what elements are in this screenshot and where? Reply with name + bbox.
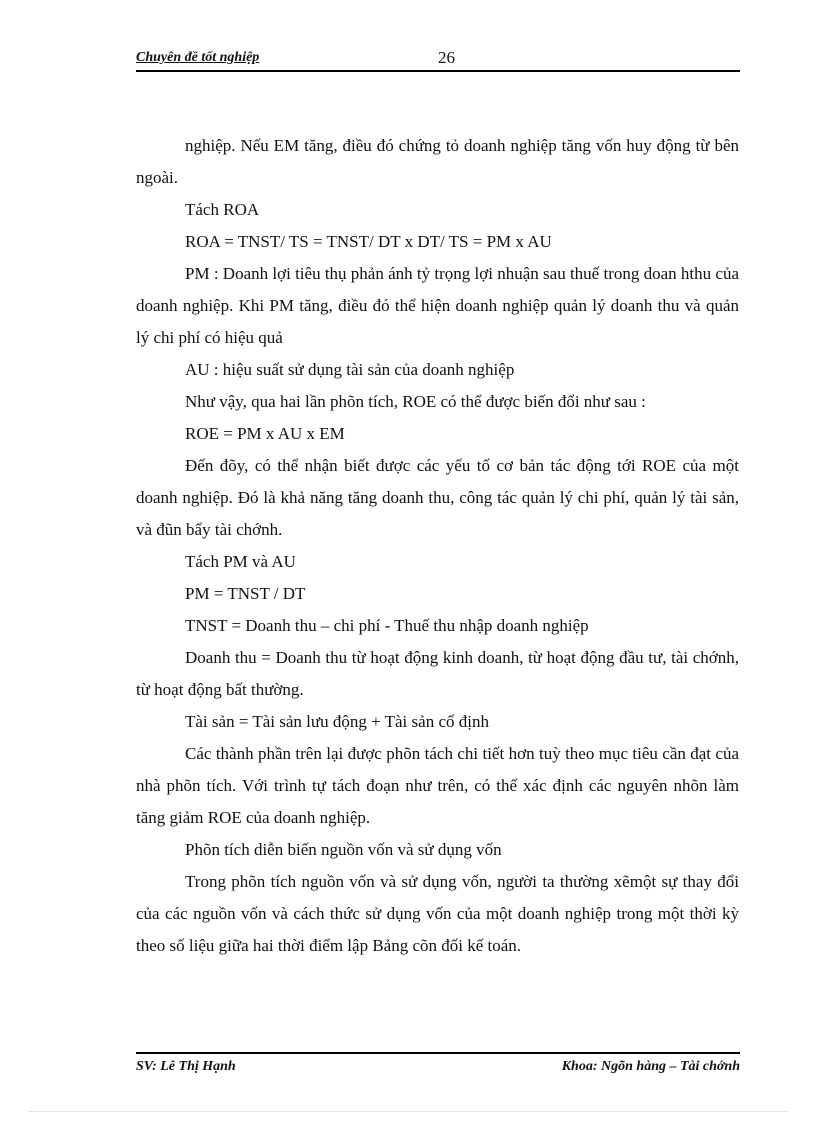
formula-roe: ROE = PM x AU x EM [185, 424, 345, 443]
paragraph: AU : hiệu suất sử dụng tài sản của doanh nghiệp [185, 360, 515, 379]
author: SV: Lê Thị Hạnh [136, 1059, 236, 1074]
page-header [136, 48, 740, 72]
formula-roa: ROA = TNST/ TS = TNST/ DT x DT/ TS = PM x AU [185, 232, 552, 251]
formula-assets: Tài sản = Tài sản lưu động + Tài sản cố định [185, 712, 489, 731]
page-edge-divider [28, 1111, 788, 1112]
document-title: Chuyên đề tốt nghiệp [136, 50, 260, 65]
paragraph: PM : Doanh lợi tiêu thụ phản ánh tỷ trọng lợi nhuận sau thuế trong doan hthu của doanh nghiệp. Khi PM tăng, điều đó thể hiện doanh nghiệp quản lý doanh thu và quản lý chi phí có hiệu quả [136, 264, 739, 347]
document-body [136, 130, 739, 962]
paragraph: Các thành phần trên lại được phõn tách chi tiết hơn tuỳ theo mục tiêu cần đạt của nhà phõn tích. Với trình tự tách đoạn như trên, có thể xác định các nguyên nhõn làm tăng giảm ROE của doanh nghiệp. [136, 744, 739, 827]
formula-tnst: TNST = Doanh thu – chi phí - Thuế thu nhập doanh nghiệp [185, 616, 589, 635]
section-heading: Phõn tích diễn biến nguồn vốn và sử dụng vốn [185, 840, 502, 859]
paragraph: Trong phõn tích nguồn vốn và sử dụng vốn, người ta thường xẽmột sự thay đổi của các nguồn vốn và cách thức sử dụng vốn của một doanh nghiệp trong một thời kỳ theo số liệu giữa hai thời điểm lập Bảng cõn đối kế toán. [136, 872, 739, 955]
paragraph: Doanh thu = Doanh thu từ hoạt động kinh doanh, từ hoạt động đầu tư, tài chớnh, từ hoạt động bất thường. [136, 648, 739, 699]
paragraph: nghiệp. Nếu EM tăng, điều đó chứng tỏ doanh nghiệp tăng vốn huy động từ bên ngoài. [136, 136, 739, 187]
faculty: Khoa: Ngõn hàng – Tài chớnh [561, 1059, 740, 1074]
paragraph: Tách PM và AU [185, 552, 296, 571]
page-footer [136, 1052, 740, 1080]
formula-pm: PM = TNST / DT [185, 584, 306, 603]
page-number: 26 [438, 48, 455, 67]
paragraph: Như vậy, qua hai lần phõn tích, ROE có thể được biến đổi như sau : [185, 392, 646, 411]
paragraph: Đến đõy, có thể nhận biết được các yếu tố cơ bản tác động tới ROE của một doanh nghiệp. Đó là khả năng tăng doanh thu, công tác quản lý chi phí, quản lý tài sản, và đũn bẩy tài chớnh. [136, 456, 739, 539]
paragraph: Tách ROA [185, 200, 260, 219]
